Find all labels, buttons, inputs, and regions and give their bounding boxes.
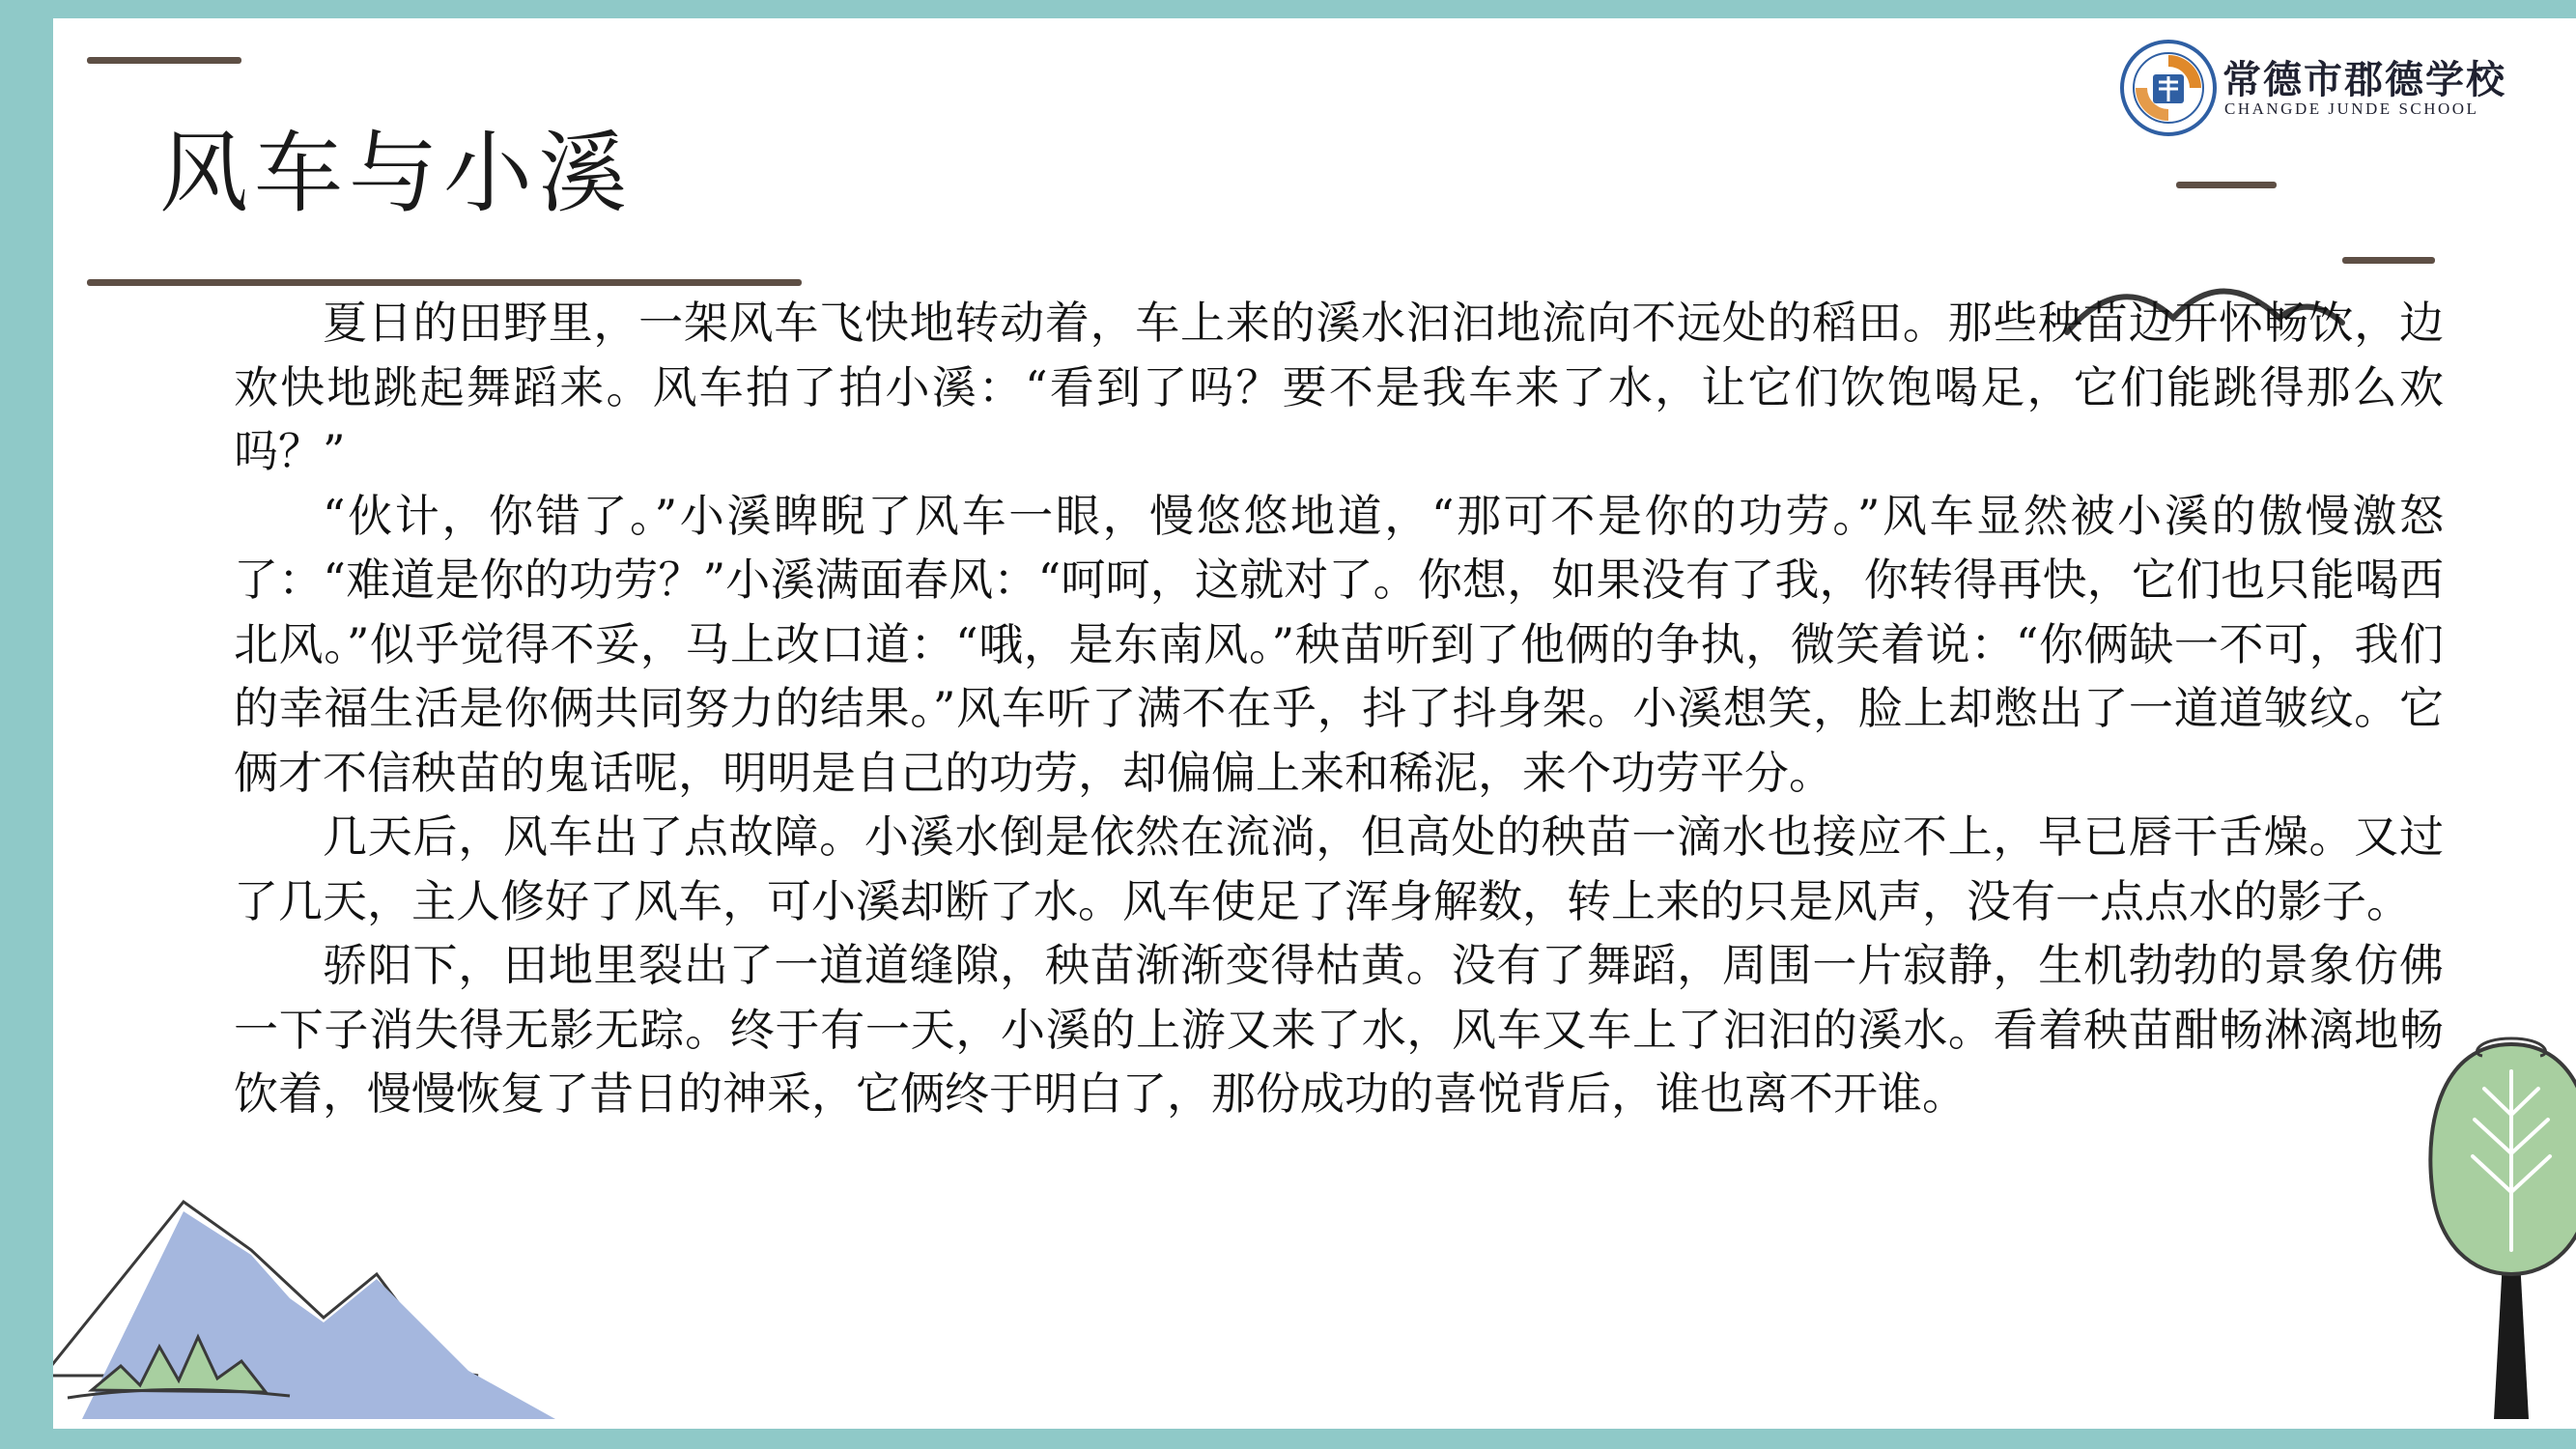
story-paragraph-4: 骄阳下，田地里裂出了一道道缝隙，秧苗渐渐变得枯黄。没有了舞蹈，周围一片寂静，生机勃勃的景象仿佛一下子消失得无影无踪。终于有一天，小溪的上游又来了水，风车又车上了汩汩的溪水。看着秧苗酣畅淋漓地畅饮着，慢慢恢复了昔日的神采，它俩终于明白了，那份成功的喜悦背后，谁也离不开谁。	[234, 939, 2444, 1120]
story-text	[234, 291, 2444, 1126]
story-paragraph-1: 夏日的田野里，一架风车飞快地转动着，车上来的溪水汩汩地流向不远处的稻田。那些秧苗边开怀畅饮，边欢快地跳起舞蹈来。风车拍了拍小溪：“看到了吗？要不是我车来了水，让它们饮饱喝足，它们能跳得那么欢吗？”	[234, 297, 2444, 477]
title-underline-bar	[87, 279, 802, 286]
school-logo	[2118, 38, 2543, 138]
story-paragraph-2: “伙计，你错了。”小溪睥睨了风车一眼，慢悠悠地道，“那可不是你的功劳。”风车显然被小溪的傲慢激怒了：“难道是你的功劳？”小溪满面春风：“呵呵，这就对了。你想，如果没有了我，你转得再快，它们也只能喝西北风。”似乎觉得不妥，马上改口道：“哦，是东南风。”秧苗听到了他俩的争执，微笑着说：“你俩缺一不可，我们的幸福生活是你俩共同努力的结果。”风车听了满不在乎，抖了抖身架。小溪想笑，脸上却憋出了一道道皱纹。它俩才不信秧苗的鬼话呢，明明是自己的功劳，却偏偏上来和稀泥，来个功劳平分。	[234, 489, 2444, 799]
tree-decoration	[2424, 1033, 2576, 1429]
school-name-en: CHANGDE JUNDE SCHOOL	[2224, 99, 2479, 118]
mountain-decoration	[53, 1129, 671, 1419]
slide-canvas	[53, 18, 2576, 1429]
right-accent-bar-1	[2176, 182, 2277, 188]
page-title: 风车与小溪	[159, 122, 634, 225]
school-seal-icon	[2118, 38, 2219, 138]
right-accent-bar-2	[2342, 257, 2435, 264]
top-left-accent-bar	[87, 57, 241, 64]
school-name: 常德市郡德学校	[2222, 57, 2506, 102]
story-paragraph-3: 几天后，风车出了点故障。小溪水倒是依然在流淌，但高处的秧苗一滴水也接应不上，早已唇干舌燥。又过了几天，主人修好了风车，可小溪却断了水。风车使足了浑身解数，转上来的只是风声，没有一点点水的影子。	[234, 810, 2444, 927]
